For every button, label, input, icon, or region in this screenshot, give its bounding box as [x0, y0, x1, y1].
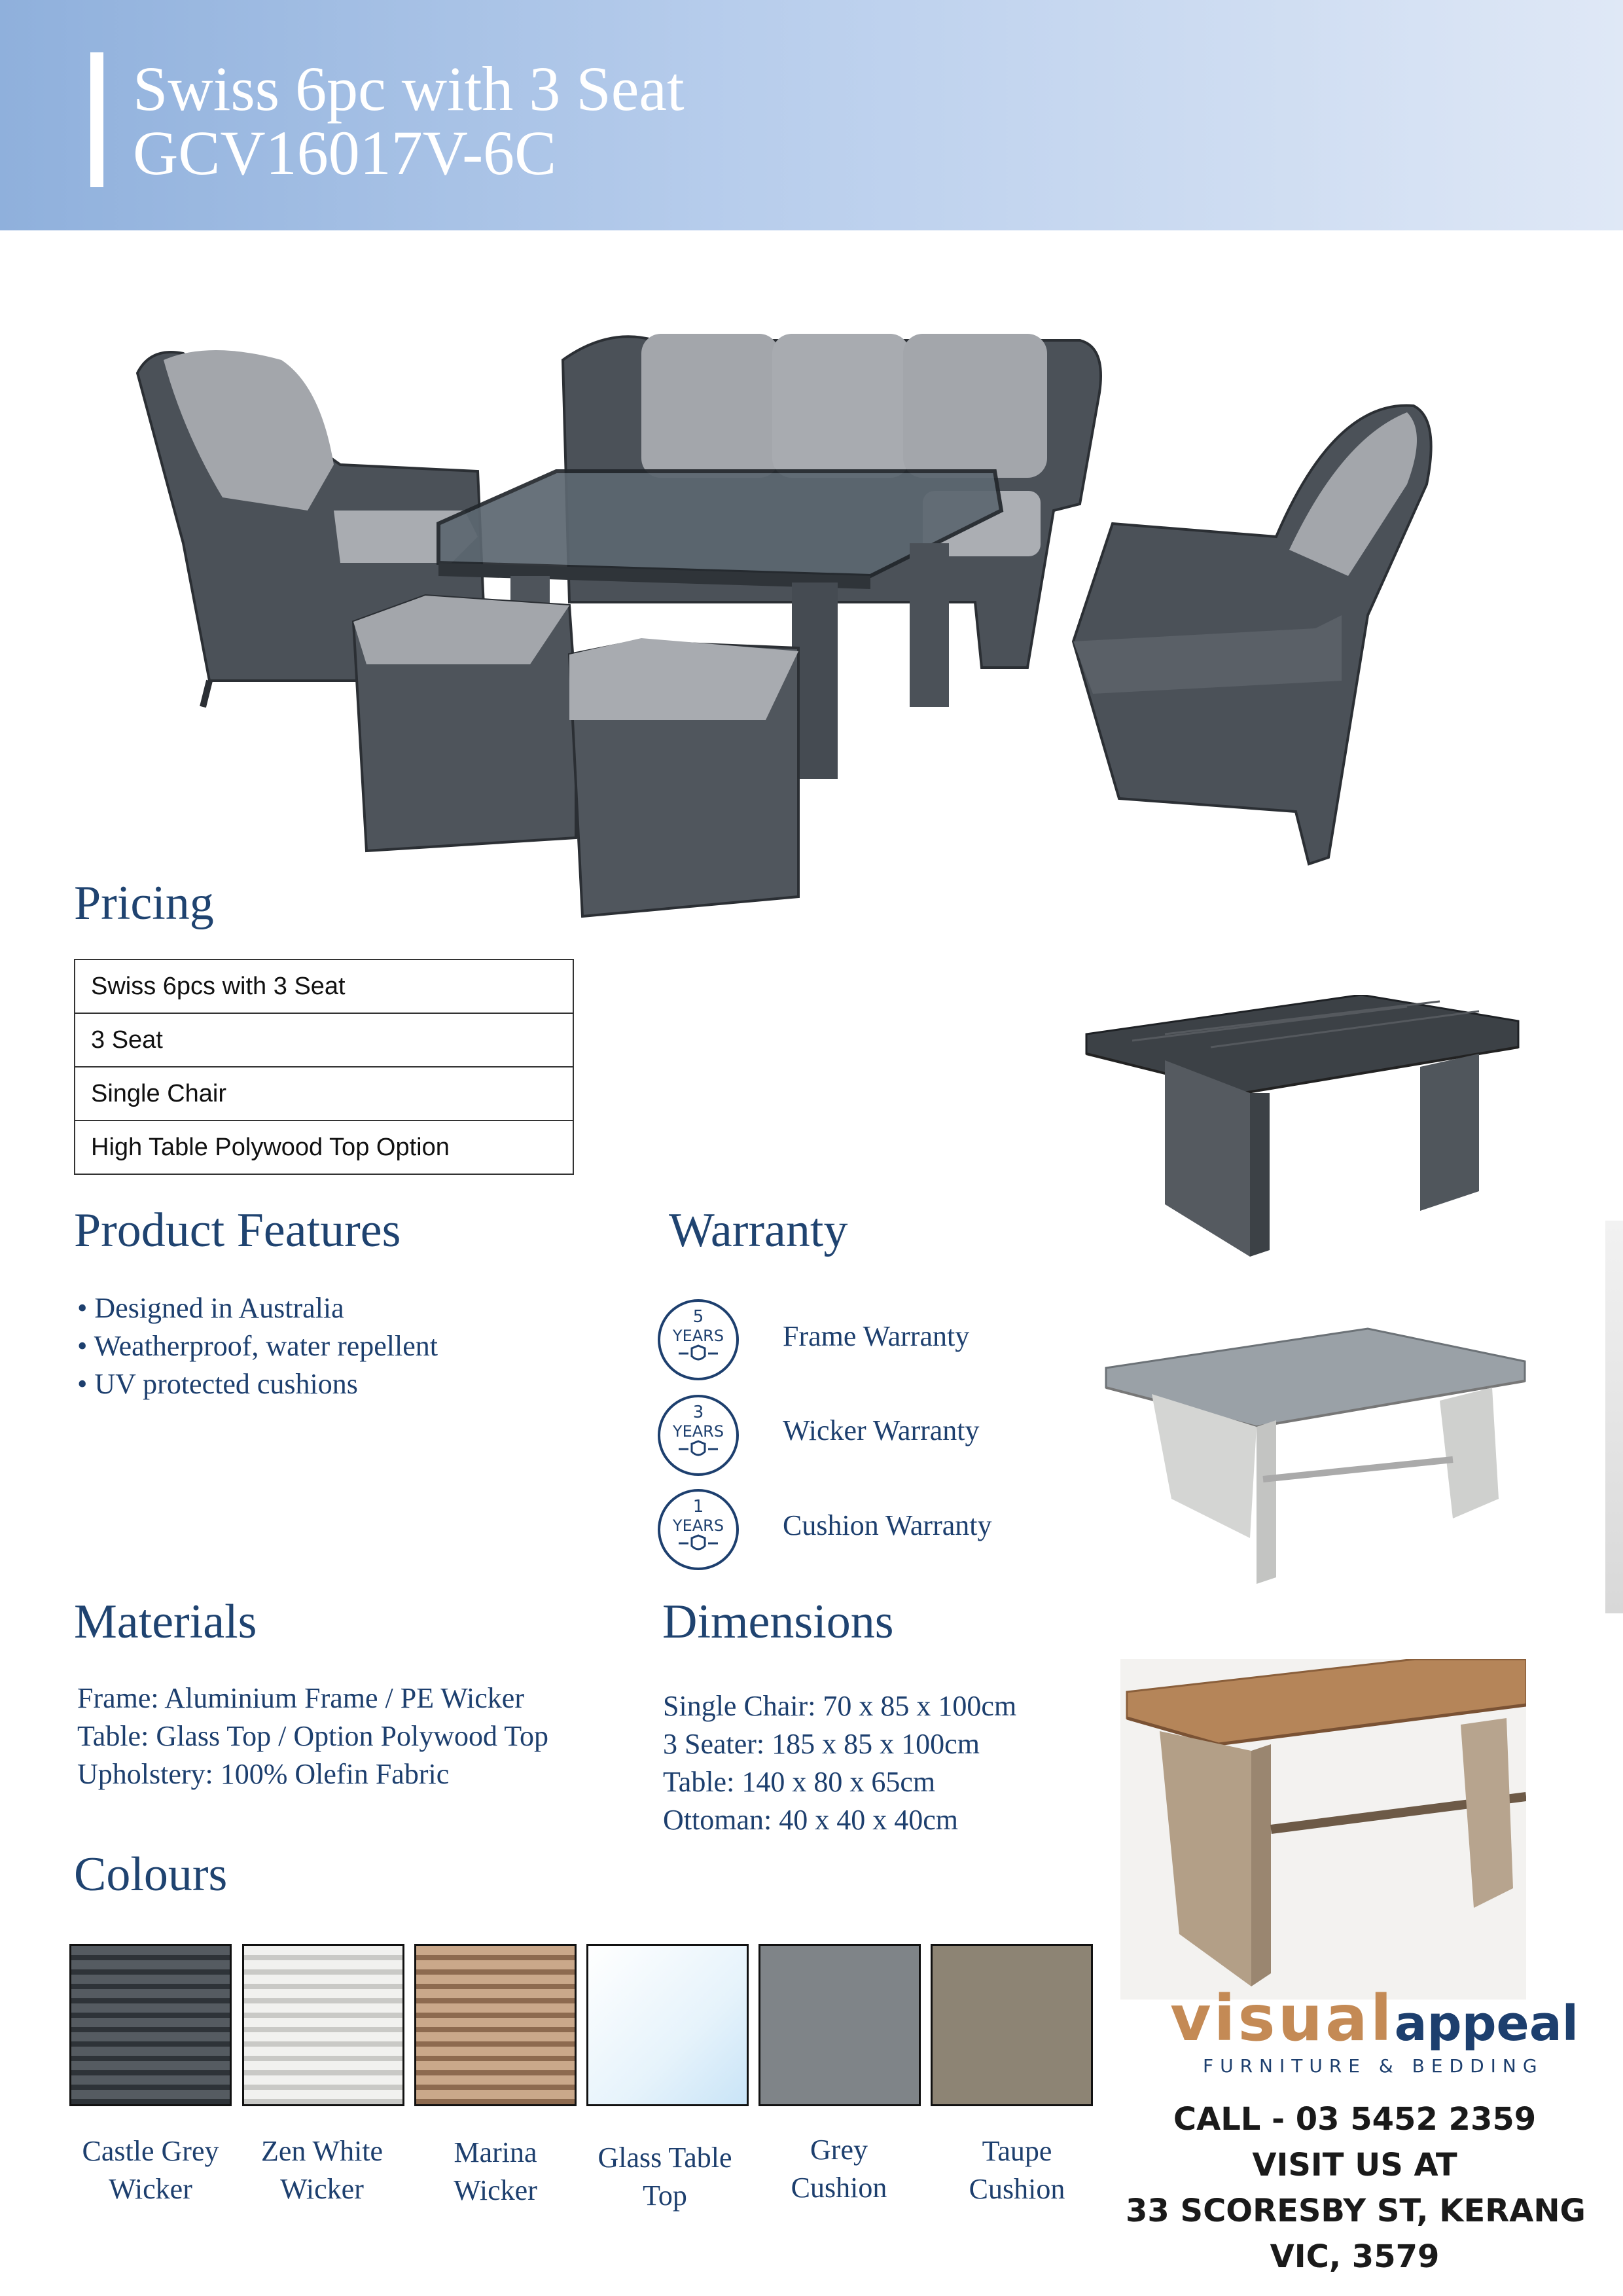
swatch-label-line1: Marina [454, 2136, 537, 2168]
swatch-taupe-cushion [931, 1944, 1093, 2106]
product-set-photo [111, 314, 1459, 929]
product-title: Swiss 6pc with 3 Seat [133, 54, 685, 124]
swatch-label-line1: Zen White [260, 2135, 383, 2167]
page-edge-strip [1605, 1221, 1623, 1613]
table-row [75, 1067, 573, 1121]
swatch-label-line1: Castle Grey [82, 2135, 219, 2167]
swatch-label-line2: Top [643, 2179, 687, 2212]
materials-table: Table: Glass Top / Option Polywood Top [77, 1720, 549, 1752]
swatch-label-line1: Grey [810, 2134, 868, 2166]
swatch-label-line2: Cushion [969, 2173, 1065, 2205]
brand-logo [1170, 1982, 1578, 2055]
dimension-ottoman: Ottoman: 40 x 40 x 40cm [663, 1804, 958, 1836]
brand-name-visual: visual [1170, 1982, 1395, 2055]
warranty-heading: Warranty [669, 1204, 848, 1257]
materials-frame: Frame: Aluminium Frame / PE Wicker [77, 1682, 524, 1714]
polywood-table-teak-photo [1120, 1659, 1526, 2000]
swatch-label-zen-white [230, 2132, 414, 2208]
header-accent-bar [90, 52, 103, 187]
polywood-table-dark-photo [1080, 995, 1525, 1270]
swatch-grey-cushion [758, 1944, 921, 2106]
swatch-label-line1: Glass Table [597, 2142, 732, 2174]
swatch-glass-table-top [586, 1944, 749, 2106]
contact-city: VIC, 3579 [1270, 2238, 1440, 2275]
cushion-warranty-label: Cushion Warranty [783, 1509, 992, 1541]
materials-list [77, 1679, 548, 1793]
swatch-label-glass-table-top [573, 2139, 757, 2215]
dimension-table: Table: 140 x 80 x 65cm [663, 1766, 936, 1798]
list-item: • UV protected cushions [77, 1368, 358, 1400]
swatch-zen-white-wicker [242, 1944, 404, 2106]
product-code: GCV16017V-6C [133, 118, 557, 188]
contact-street: 33 SCORESBY ST, KERANG [1126, 2193, 1586, 2229]
swatch-label-castle-grey [59, 2132, 242, 2208]
pricing-row-label: Swiss 6pcs with 3 Seat [75, 960, 573, 1013]
ottoman-right [569, 638, 798, 916]
pricing-row-label: Single Chair [75, 1067, 573, 1121]
warranty-5-years-icon [656, 1297, 741, 1382]
swatch-label-marina [404, 2134, 587, 2210]
contact-visit: VISIT US AT [1252, 2147, 1457, 2183]
contact-phone: CALL - 03 5452 2359 [1173, 2101, 1537, 2138]
warranty-3-years-icon [656, 1393, 741, 1478]
swatch-label-line2: Cushion [791, 2172, 887, 2204]
dimensions-list [663, 1687, 1016, 1839]
swatch-label-taupe-cushion [925, 2132, 1109, 2208]
polywood-table-grey-photo [1099, 1322, 1531, 1597]
table-row [75, 1013, 573, 1067]
pricing-heading: Pricing [74, 876, 214, 930]
warranty-years-unit: YEARS [672, 1516, 724, 1535]
right-armchair [1073, 406, 1431, 864]
warranty-1-year-icon [656, 1487, 741, 1572]
pricing-row-label: 3 Seat [75, 1013, 573, 1067]
dimension-single-chair: Single Chair: 70 x 85 x 100cm [663, 1690, 1017, 1722]
swatch-label-line2: Wicker [280, 2173, 364, 2205]
swatch-label-grey-cushion [747, 2131, 931, 2207]
warranty-years-unit: YEARS [672, 1327, 724, 1345]
swatch-castle-grey-wicker [69, 1944, 232, 2106]
frame-warranty-label: Frame Warranty [783, 1320, 970, 1352]
table-row [75, 1121, 573, 1174]
wicker-warranty-label: Wicker Warranty [783, 1414, 980, 1446]
pricing-row-label: High Table Polywood Top Option [75, 1121, 573, 1174]
dimensions-heading: Dimensions [662, 1595, 894, 1649]
swatch-label-line2: Wicker [454, 2174, 537, 2206]
pricing-table [74, 959, 574, 1175]
warranty-years-number: 1 [692, 1497, 704, 1516]
colours-heading: Colours [74, 1848, 228, 1901]
ottoman-left [353, 596, 576, 851]
materials-heading: Materials [74, 1595, 257, 1649]
swatch-label-line2: Wicker [109, 2173, 192, 2205]
brand-tagline: FURNITURE & BEDDING [1203, 2055, 1544, 2077]
table-row [75, 960, 573, 1013]
page-header [0, 0, 1623, 230]
list-item: • Weatherproof, water repellent [77, 1330, 438, 1362]
materials-upholstery: Upholstery: 100% Olefin Fabric [77, 1758, 450, 1790]
warranty-years-number: 5 [692, 1307, 704, 1327]
list-item: • Designed in Australia [77, 1292, 344, 1324]
features-list [77, 1289, 438, 1403]
warranty-years-unit: YEARS [672, 1422, 724, 1441]
brand-name-appeal: appeal [1394, 1996, 1579, 2052]
dimension-3-seater: 3 Seater: 185 x 85 x 100cm [663, 1728, 980, 1760]
swatch-marina-wicker [414, 1944, 577, 2106]
swatch-label-line1: Taupe [982, 2135, 1052, 2167]
warranty-years-number: 3 [692, 1403, 704, 1422]
features-heading: Product Features [74, 1204, 401, 1257]
